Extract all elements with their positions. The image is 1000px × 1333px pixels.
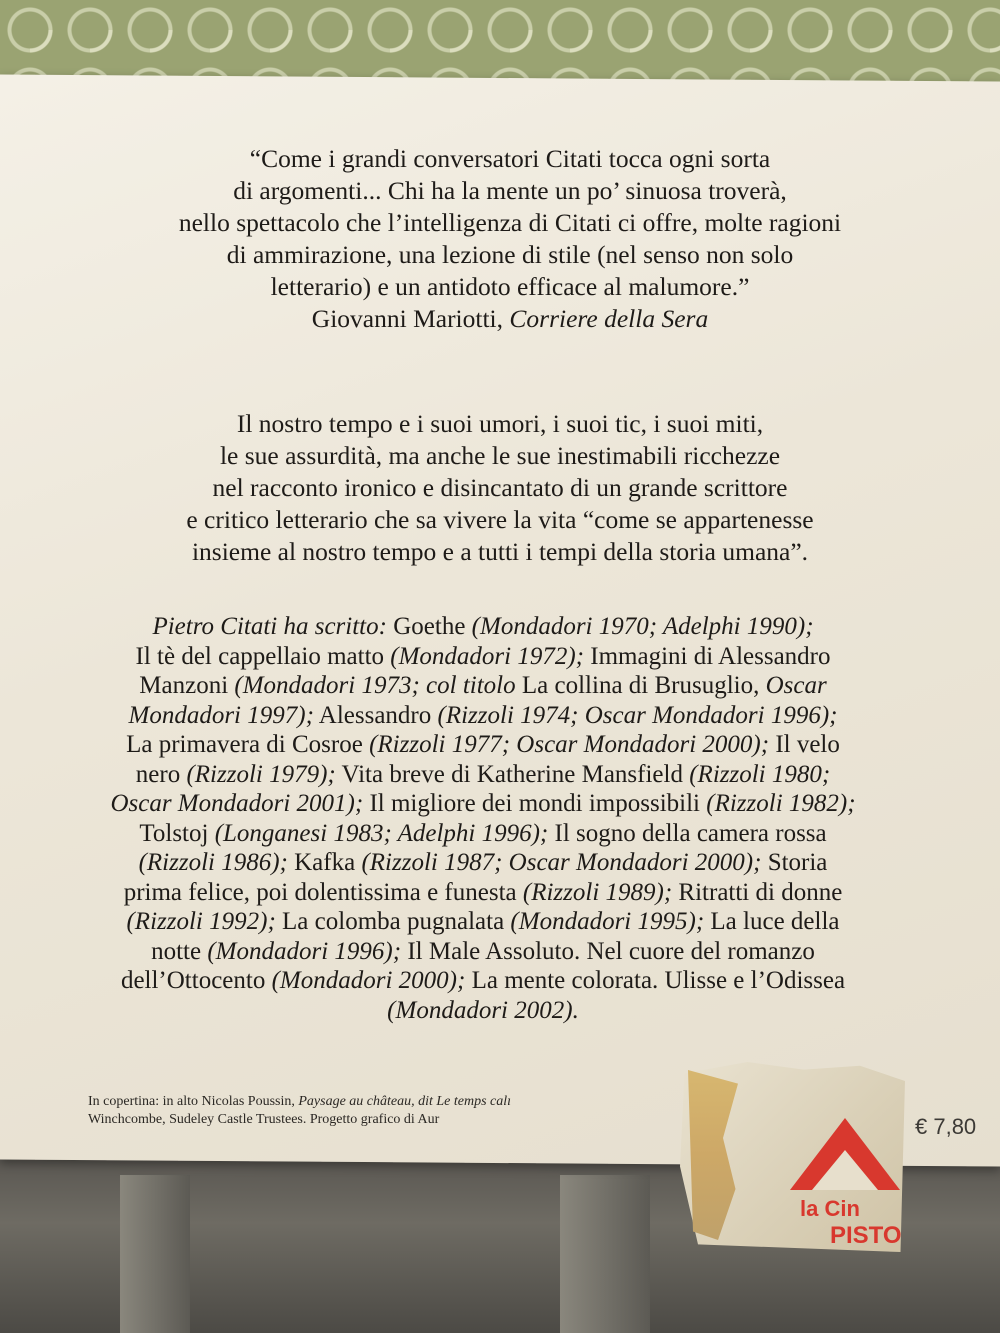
- bibliography-line: [18, 789, 948, 819]
- bibliography-title: Storia: [761, 849, 828, 876]
- bibliography-title: Il sogno della camera rossa: [548, 819, 827, 847]
- sticker-store-name: la Cin: [800, 1196, 860, 1221]
- quote-line: “Come i grandi conversatori Citati tocca ogni sorta: [249, 144, 771, 173]
- bibliography-publisher: (Rizzoli 1974; Oscar Mondadori 1996);: [437, 701, 838, 729]
- author-bibliography: [18, 612, 948, 1025]
- bibliography-title: Manzoni: [139, 672, 235, 699]
- bibliography-title: Alessandro: [313, 701, 438, 729]
- quote-line: nello spettacolo che l’intelligenza di Citati ci offre, molte ragioni: [178, 208, 842, 237]
- credits-line-1: In copertina: in alto Nicolas Poussin,: [88, 1094, 299, 1109]
- bibliography-title: Immagini di Alessandro: [584, 642, 831, 670]
- bibliography-title: Il migliore dei mondi impossibili: [363, 790, 707, 817]
- quote-source: Corriere della Sera: [509, 304, 709, 333]
- cover-credits: [88, 1093, 708, 1129]
- quote-line: letterario) e un antidoto efficace al malumore.”: [270, 272, 750, 301]
- bibliography-title: Kafka: [287, 849, 362, 876]
- bibliography-title: notte: [151, 937, 208, 965]
- bibliography-line: [18, 878, 948, 908]
- bibliography-title: Il tè del cappellaio matto: [135, 642, 391, 670]
- bibliography-title: La colomba pugnalata: [275, 908, 511, 935]
- bibliography-line: [18, 848, 948, 878]
- quote-author: Giovanni Mariotti,: [311, 304, 504, 333]
- description-line: e critico letterario che sa vivere la vita “come se appartenesse: [186, 505, 814, 534]
- bibliography-publisher: (Mondadori 1973; col titolo: [234, 672, 522, 699]
- bibliography-line: [18, 907, 948, 937]
- bibliography-publisher: (Mondadori 2000);: [271, 967, 466, 994]
- bibliography-title: Il Male Assoluto. Nel cuore del romanzo: [401, 937, 815, 965]
- bibliography-publisher: (Mondadori 2002).: [387, 996, 579, 1024]
- description-line: Il nostro tempo e i suoi umori, i suoi tic, i suoi miti,: [236, 409, 764, 438]
- price-label: € 7,80: [915, 1114, 977, 1139]
- bibliography-publisher: (Rizzoli 1992);: [126, 908, 276, 935]
- bibliography-line: [18, 642, 948, 672]
- bibliography-publisher: Oscar: [765, 672, 827, 699]
- bibliography-publisher: (Longanesi 1983; Adelphi 1996);: [214, 819, 549, 847]
- bibliography-title: nero: [135, 760, 187, 788]
- bibliography-line: [18, 966, 948, 996]
- description-line: insieme al nostro tempo e a tutti i tempi della storia umana”.: [191, 537, 809, 566]
- bibliography-line: [18, 612, 948, 642]
- bibliography-line: [18, 730, 948, 760]
- quote-line: di argomenti... Chi ha la mente un po’ sinuosa troverà,: [233, 176, 787, 205]
- bibliography-title: La collina di Brusuglio,: [521, 672, 766, 699]
- bibliography-title: Il velo: [769, 731, 840, 758]
- bibliography-publisher: (Mondadori 1970; Adelphi 1990);: [471, 613, 814, 640]
- bibliography-publisher: (Mondadori 1972);: [390, 642, 584, 670]
- bibliography-line: [18, 996, 948, 1026]
- bibliography-publisher: (Rizzoli 1979);: [186, 760, 336, 788]
- bibliography-publisher: Mondadori 1997);: [128, 701, 314, 729]
- bibliography-publisher: (Rizzoli 1987; Oscar Mondadori 2000);: [361, 849, 762, 876]
- description-line: le sue assurdità, ma anche le sue inestimabili ricchezze: [219, 441, 781, 470]
- bibliography-line: [18, 701, 948, 731]
- bibliography-title: prima felice, poi dolentissima e funesta: [123, 878, 523, 906]
- bibliography-publisher: Oscar Mondadori 2001);: [110, 790, 364, 817]
- bibliography-publisher: (Rizzoli 1977; Oscar Mondadori 2000);: [369, 731, 770, 758]
- book-description: [60, 408, 940, 568]
- bibliography-line: [18, 671, 948, 701]
- bibliography-title: dell’Ottocento: [120, 967, 272, 994]
- sticker-store-city: PISTO: [830, 1222, 902, 1249]
- bibliography-publisher: (Rizzoli 1982);: [706, 790, 856, 817]
- bibliography-title: La primavera di Cosroe: [126, 731, 370, 758]
- bibliography-publisher: (Mondadori 1995);: [510, 908, 705, 935]
- bibliography-line: [18, 937, 948, 967]
- bibliography-title: La mente colorata. Ulisse e l’Odissea: [465, 967, 846, 994]
- bibliography-title: Vita breve di Katherine Mansfield: [335, 760, 690, 788]
- bibliography-title: Ritratti di donne: [672, 878, 843, 906]
- quote-attribution: [60, 303, 960, 335]
- bookstore-logo-inner: [812, 1150, 878, 1190]
- bibliography-publisher: (Rizzoli 1986);: [138, 849, 288, 876]
- bibliography-publisher: (Mondadori 1996);: [207, 937, 402, 965]
- cover-tower-right: [560, 1175, 650, 1333]
- bibliography-publisher: Pietro Citati ha scritto:: [152, 613, 394, 640]
- bibliography-title: Tolstoj: [139, 819, 215, 847]
- cover-tower-left: [120, 1175, 190, 1333]
- bibliography-publisher: (Rizzoli 1989);: [522, 878, 673, 906]
- bibliography-line: [18, 819, 948, 849]
- description-line: nel racconto ironico e disincantato di un grande scrittore: [212, 473, 788, 502]
- bibliography-publisher: (Rizzoli 1980;: [689, 760, 831, 788]
- bibliography-title: Goethe: [393, 613, 472, 640]
- quote-line: di ammirazione, una lezione di stile (nel senso non solo: [226, 240, 794, 269]
- bibliography-line: [18, 760, 948, 790]
- review-quote: [60, 143, 960, 335]
- bibliography-title: La luce della: [704, 908, 840, 935]
- credits-painting-title: Paysage au château, dit Le temps calı: [298, 1094, 512, 1109]
- credits-line-2: Winchcombe, Sudeley Castle Trustees. Progetto grafico di Aur: [88, 1112, 440, 1127]
